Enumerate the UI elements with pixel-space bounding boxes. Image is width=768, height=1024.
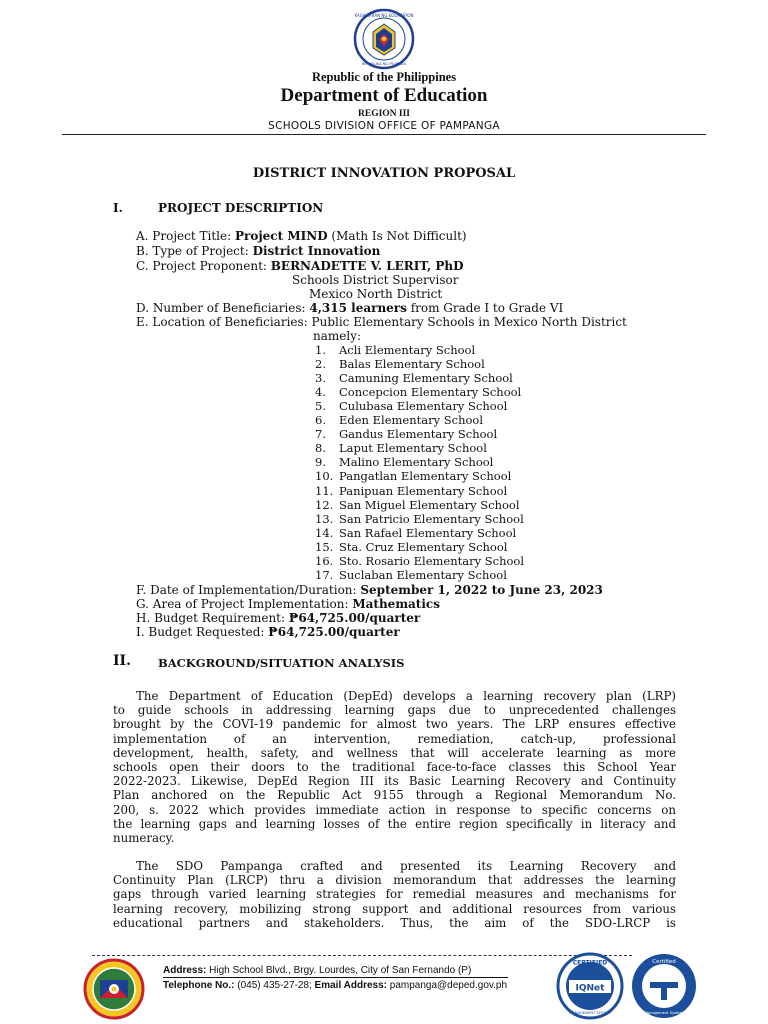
item-a-paren: (Math Is Not Difficult): [327, 229, 467, 243]
paragraph-line: gaps through varied learning strategies for remedial measures and mechanisms for: [113, 887, 676, 902]
footer-divider: [92, 955, 632, 956]
section-1-number: I.: [113, 201, 123, 215]
item-h-budget-requirement: [136, 611, 420, 625]
item-h-value: ₱64,725.00/quarter: [288, 611, 421, 625]
region-line: REGION III: [358, 109, 410, 119]
list-item: 16. Sto. Rosario Elementary School: [315, 554, 524, 568]
paragraph-1: [113, 689, 676, 845]
republic-line: Republic of the Philippines: [311, 70, 457, 84]
paragraph-line: 200, s. 2022 which provides immediate action in response to specific concerns on: [113, 802, 676, 817]
paragraph-line: schools open their doors to the traditional face-to-face classes this School Year: [113, 760, 676, 775]
list-item: 2. Balas Elementary School: [315, 357, 485, 371]
section-1-heading: [113, 201, 123, 215]
item-d-beneficiaries: [136, 301, 563, 315]
paragraph-line: educational partners and stakeholders. Thus, the aim of the SDO-LRCP is: [113, 915, 676, 930]
management-system-certified-icon: [630, 952, 698, 1020]
footer-contact: [163, 980, 507, 991]
item-e-namely: namely:: [313, 329, 362, 343]
proponent-district: Mexico North District: [309, 287, 443, 301]
item-b-value: District Innovation: [252, 244, 381, 258]
list-item: 5. Culubasa Elementary School: [315, 399, 508, 413]
item-f-value: September 1, 2022 to June 23, 2023: [360, 583, 603, 597]
item-b-project-type: [136, 244, 380, 258]
item-g-label: G. Area of Project Implementation:: [136, 597, 353, 611]
list-item: 8. Laput Elementary School: [315, 441, 487, 455]
item-a-project-title: [136, 229, 467, 243]
item-i-budget-requested: [136, 625, 400, 639]
paragraph-line: brought by the COVI-19 pandemic for almost two years. The LRP ensures effective: [113, 717, 676, 732]
paragraph-line: to guide schools in addressing learning gaps due to unprecedented challenges: [113, 703, 676, 718]
paragraph-2: [113, 859, 676, 930]
paragraph-line: Plan anchored on the Republic Act 9155 through a Regional Memorandum No.: [113, 788, 676, 803]
item-g-value: Mathematics: [352, 597, 440, 611]
list-item: 7. Gandus Elementary School: [315, 427, 498, 441]
tuv-text-bottom: Management System: [644, 1011, 684, 1015]
list-item: 12. San Miguel Elementary School: [315, 498, 520, 512]
list-item: 11. Panipuan Elementary School: [315, 484, 508, 498]
deped-seal-icon: [345, 8, 423, 70]
address-underline: [163, 977, 508, 978]
address-value: High School Blvd., Brgy. Lourdes, City of San Fernando (P): [206, 965, 472, 976]
item-a-label: A. Project Title:: [136, 229, 235, 243]
iqnet-text-top: CERTIFIED: [572, 959, 608, 967]
seal-text-top: KAGAWARAN NG EDUKASYON: [354, 13, 414, 18]
list-item: 1. Acli Elementary School: [315, 343, 476, 357]
item-f-date: [136, 583, 603, 597]
list-item: 13. San Patricio Elementary School: [315, 512, 524, 526]
seal-text-bottom: REPUBLIKA NG PILIPINAS: [361, 62, 407, 66]
paragraph-line: Continuity Plan (LRCP) thru a division memorandum that addresses the learning: [113, 873, 676, 888]
list-item: 3. Camuning Elementary School: [315, 371, 513, 385]
division-office-line: SCHOOLS DIVISION OFFICE OF PAMPANGA: [268, 120, 500, 132]
list-item: 17. Suclaban Elementary School: [315, 568, 507, 582]
tuv-text-top: Certified: [652, 959, 676, 965]
email-label: Email Address:: [311, 980, 387, 991]
address-label: Address:: [163, 965, 207, 976]
item-h-label: H. Budget Requirement:: [136, 611, 289, 625]
paragraph-line: numeracy.: [113, 831, 175, 846]
item-i-value: ₱64,725.00/quarter: [268, 625, 400, 639]
item-b-label: B. Type of Project:: [136, 244, 253, 258]
paragraph-line: 2022-2023. Likewise, DepEd Region III its Basic Learning Recovery and Continuity: [113, 774, 676, 789]
telephone-value: (045) 435-27-28;: [234, 980, 312, 991]
paragraph-line: The Department of Education (DepEd) develops a learning recovery plan (LRP): [136, 689, 676, 703]
sdo-pampanga-seal-icon: [76, 958, 152, 1020]
item-d-label: D. Number of Beneficiaries:: [136, 301, 310, 315]
telephone-label: Telephone No.:: [163, 980, 235, 991]
list-item: 9. Malino Elementary School: [315, 455, 494, 469]
list-item: 10. Pangatlan Elementary School: [315, 469, 512, 483]
paragraph-line: implementation of an intervention, remediation, catch-up, professional: [113, 731, 676, 746]
iqnet-text-bottom: MANAGEMENT SYSTEM: [569, 1011, 611, 1015]
item-c-proponent: [136, 259, 464, 273]
list-item: 14. San Rafael Elementary School: [315, 526, 517, 540]
paragraph-line: the learning gaps and learning losses of the entire region specifically in literacy and: [113, 816, 676, 831]
paragraph-line: learning recovery, mobilizing strong support and additional resources from various: [113, 901, 676, 916]
department-name: Department of Education: [280, 85, 488, 106]
section-1-title: PROJECT DESCRIPTION: [158, 201, 324, 215]
paragraph-line: development, health, safety, and wellness that will accelerate learning as more: [113, 745, 676, 760]
item-f-label: F. Date of Implementation/Duration:: [136, 583, 361, 597]
item-d-rest: from Grade I to Grade VI: [406, 301, 564, 315]
section-2-title: BACKGROUND/SITUATION ANALYSIS: [158, 656, 405, 670]
list-item: 6. Eden Elementary School: [315, 413, 483, 427]
iqnet-text-mid: IQNet: [575, 983, 605, 994]
item-c-value: BERNADETTE V. LERIT, PhD: [270, 259, 464, 273]
footer-address: [163, 965, 471, 976]
header-divider: [62, 134, 706, 135]
item-e-location: E. Location of Beneficiaries: Public Elementary Schools in Mexico North District: [136, 315, 627, 329]
list-item: 4. Concepcion Elementary School: [315, 385, 522, 399]
item-c-label: C. Project Proponent:: [136, 259, 271, 273]
email-value: pampanga@deped.gov.ph: [386, 980, 508, 991]
section-2-number: II.: [113, 653, 131, 669]
document-title: DISTRICT INNOVATION PROPOSAL: [252, 166, 516, 181]
proponent-role: Schools District Supervisor: [292, 273, 459, 287]
paragraph-line: The SDO Pampanga crafted and presented its Learning Recovery and: [136, 859, 676, 873]
iqnet-certification-icon: [556, 952, 624, 1020]
list-item: 15. Sta. Cruz Elementary School: [315, 540, 508, 554]
item-a-value: Project MIND: [234, 229, 328, 243]
item-i-label: I. Budget Requested:: [136, 625, 269, 639]
item-g-area: [136, 597, 440, 611]
item-d-value: 4,315 learners: [309, 301, 407, 315]
